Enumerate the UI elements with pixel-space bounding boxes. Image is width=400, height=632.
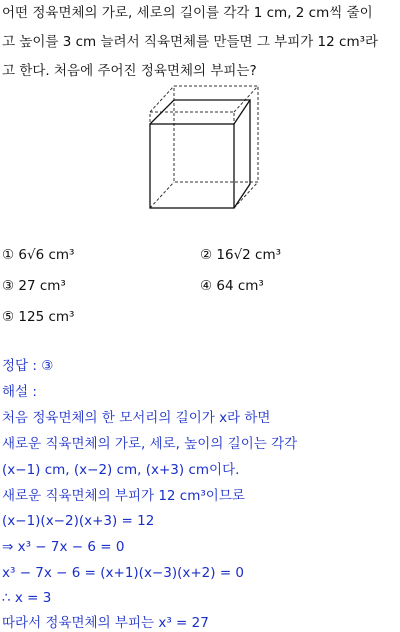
option-5[interactable]: ⑤ 125 cm³ <box>2 309 75 325</box>
question-line-1: 어떤 정육면체의 가로, 세로의 길이를 각각 1 cm, 2 cm씩 줄이 <box>2 5 373 21</box>
question-line-3: 고 한다. 처음에 주어진 정육면체의 부피는? <box>2 63 257 79</box>
cube-figure <box>140 80 260 210</box>
solution-line: (x−1)(x−2)(x+3) = 12 <box>2 513 155 529</box>
solution-line: ∴ x = 3 <box>2 590 52 606</box>
solution-line: (x−1) cm, (x−2) cm, (x+3) cm이다. <box>2 462 240 478</box>
option-2[interactable]: ② 16√2 cm³ <box>200 247 282 263</box>
solution-label: 해설 : <box>2 384 37 400</box>
solution-line: 새로운 직육면체의 가로, 세로, 높이의 길이는 각각 <box>2 436 298 452</box>
solution-line: 따라서 정육면체의 부피는 x³ = 27 <box>2 615 209 631</box>
answer-line: 정답 : ③ <box>2 358 54 374</box>
solution-line: 새로운 직육면체의 부피가 12 cm³이므로 <box>2 488 245 504</box>
solution-line: 처음 정육면체의 한 모서리의 길이가 x라 하면 <box>2 410 271 426</box>
solution-line: x³ − 7x − 6 = (x+1)(x−3)(x+2) = 0 <box>2 565 245 581</box>
dashed-box <box>150 86 258 208</box>
solution-line: ⇒ x³ − 7x − 6 = 0 <box>2 539 125 555</box>
question-line-2: 고 높이를 3 cm 늘려서 직육면체를 만들면 그 부피가 12 cm³라 <box>2 34 379 50</box>
option-1[interactable]: ① 6√6 cm³ <box>2 247 75 263</box>
option-3[interactable]: ③ 27 cm³ <box>2 278 66 294</box>
option-4[interactable]: ④ 64 cm³ <box>200 278 264 294</box>
